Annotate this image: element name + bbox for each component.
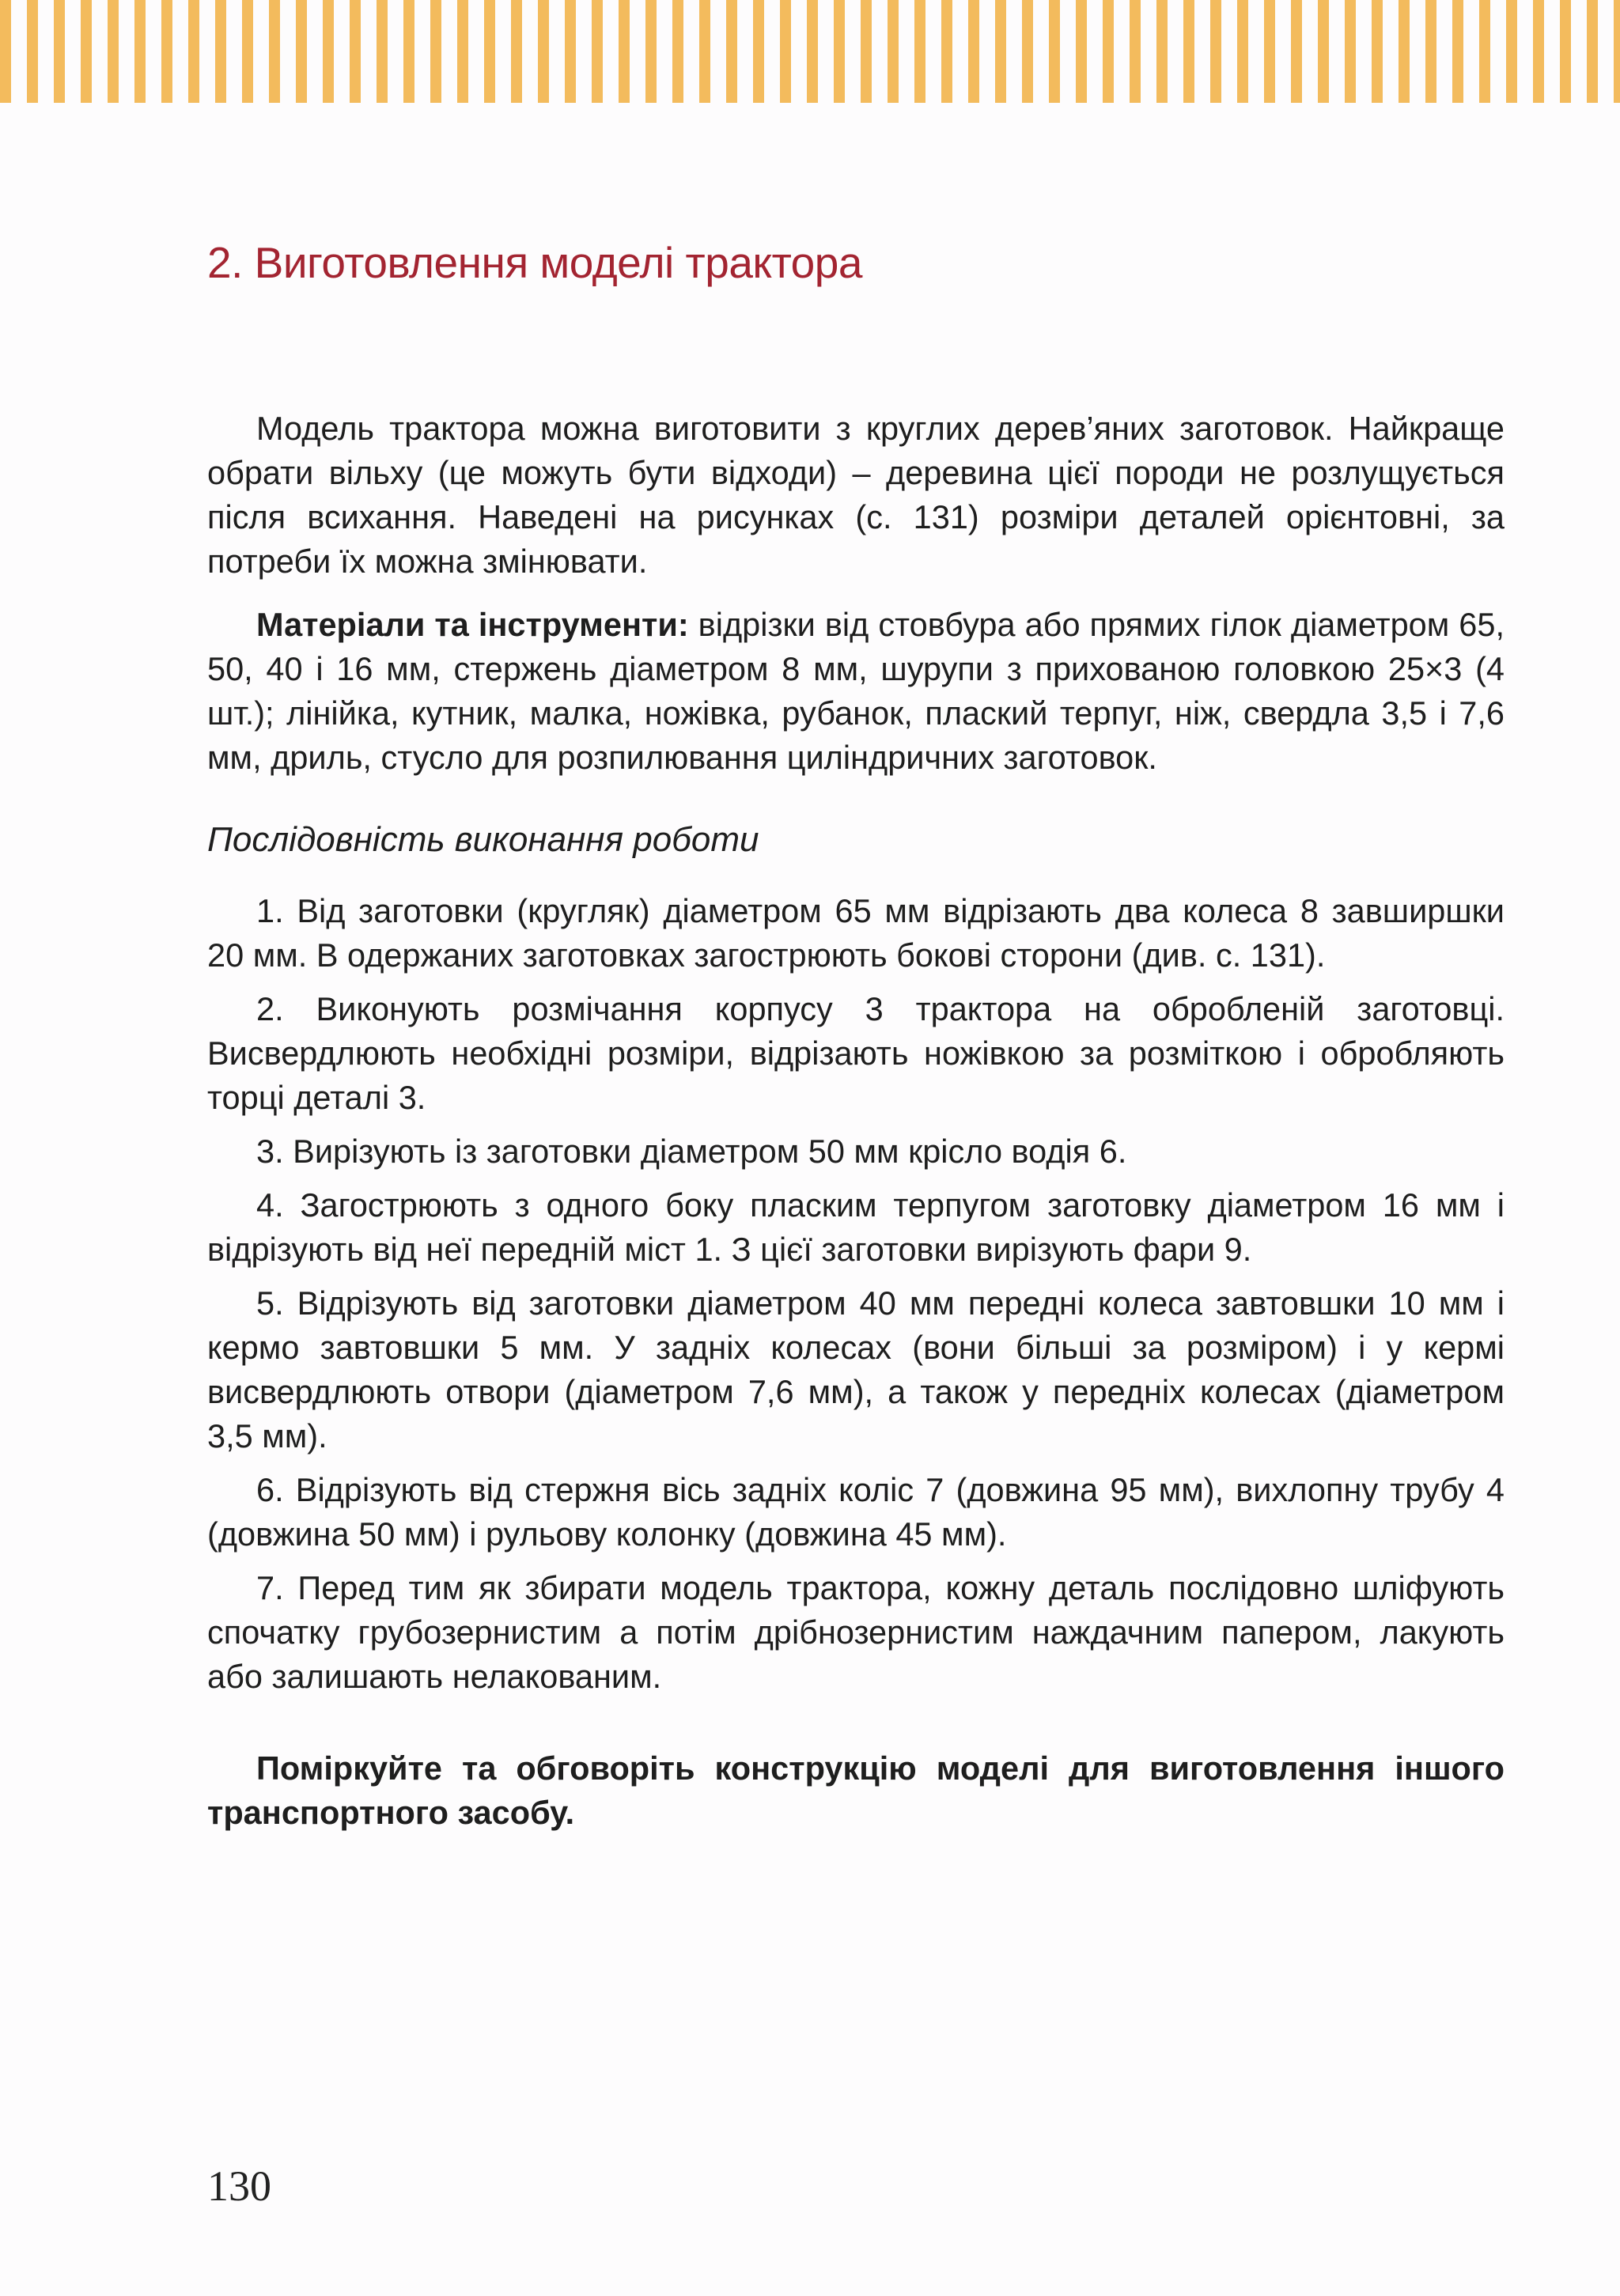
materials-text: відрізки від стовбура або прямих гілок діаметром 65, 50, 40 і 16 мм, стержень діаметром 8 мм, шурупи з прихованою головкою 25×3 (4 шт.); лінійка, кутник, малка, ножівка, рубанок, плаский терпуг, ніж, свердла 3,5 і 7,6 мм, дриль, стусло для розпилювання циліндричних заготовок. xyxy=(207,606,1505,776)
sequence-subtitle: Послідовність виконання роботи xyxy=(207,820,759,859)
materials-label: Матеріали та інструменти: xyxy=(256,606,689,643)
step-item-6: 6. Відрізують від стержня вісь задніх коліс 7 (довжина 95 мм), вихлопну трубу 4 (довжина 50 мм) і рульову колонку (довжина 45 мм). xyxy=(207,1471,1505,1553)
page-number: 130 xyxy=(207,2162,271,2210)
page-content xyxy=(207,237,1505,1835)
step-item-2: 2. Виконують розмічання корпусу 3 трактора на обробленій заготовці. Висвердлюють необхідні розміри, відрізають ножівкою за розміткою і обробляють торці деталі 3. xyxy=(207,990,1505,1116)
step-item-3: 3. Вирізують із заготовки діаметром 50 мм крісло водія 6. xyxy=(256,1133,1127,1170)
step-item-4: 4. Загострюють з одного боку пласким терпугом заготовку діаметром 16 мм і відрізують від неї передній міст 1. З цієї заготовки вирізують фари 9. xyxy=(207,1186,1505,1268)
intro-paragraph: Модель трактора можна виготовити з круглих дерев’яних заготовок. Найкраще обрати вільху (це можуть бути відходи) – деревина цієї породи не розлущується після всихання. Наведені на рисунках (с. 131) розміри деталей орієнтовні, за потреби їх можна змінювати. xyxy=(207,410,1505,580)
materials-paragraph xyxy=(207,603,1505,780)
closing-question: Поміркуйте та обговоріть конструкцію моделі для виготовлення іншого транспортного засобу. xyxy=(207,1749,1505,1831)
step-item-1: 1. Від заготовки (кругляк) діаметром 65 мм відрізають два колеса 8 завширшки 20 мм. В одержаних заготовках загострюють бокові сторони (див. с. 131). xyxy=(207,892,1505,974)
step-item-5: 5. Відрізують від заготовки діаметром 40 мм передні колеса завтовшки 10 мм і кермо завтовшки 5 мм. У задніх колесах (вони більші за розміром) і у кермі висвердлюють отвори (діаметром 7,6 мм), а також у передніх колесах (діаметром 3,5 мм). xyxy=(207,1284,1505,1454)
decorative-stripes xyxy=(0,0,1620,103)
section-title: 2. Виготовлення моделі трактора xyxy=(207,238,862,287)
step-item-7: 7. Перед тим як збирати модель трактора, кожну деталь послідовно шліфують спочатку грубозернистим а потім дрібнозернистим наждачним папером, лакують або залишають нелакованим. xyxy=(207,1569,1505,1695)
